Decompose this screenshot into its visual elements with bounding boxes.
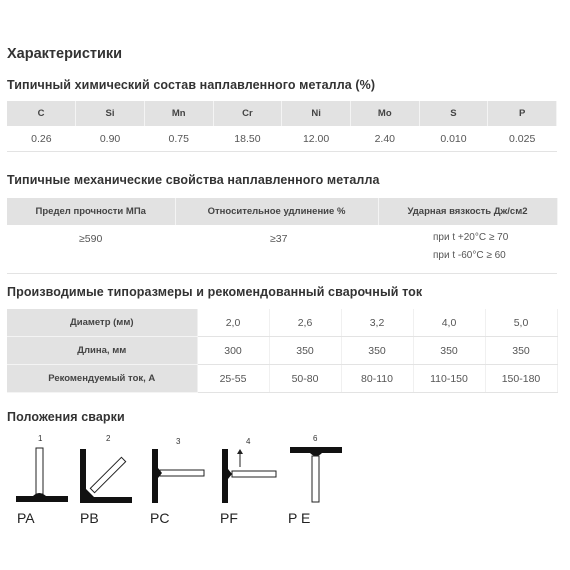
position-number-2: 2 bbox=[106, 434, 111, 443]
chemical-value-mn: 0.75 bbox=[144, 126, 213, 152]
mechanical-value-row bbox=[7, 225, 557, 274]
position-pf-icon bbox=[218, 443, 280, 505]
toughness-line-1: при t +20°C ≥ 70 bbox=[433, 232, 509, 243]
position-pb-icon bbox=[76, 443, 136, 505]
sizes-cell: 4,0 bbox=[413, 309, 485, 337]
sizes-cell: 2,6 bbox=[269, 309, 341, 337]
position-code-pe: P E bbox=[288, 510, 311, 526]
position-code-pb: PB bbox=[80, 510, 99, 526]
chemical-header-ni: Ni bbox=[282, 101, 351, 126]
position-code-pf: PF bbox=[220, 510, 238, 526]
chemical-value-si: 0.90 bbox=[76, 126, 145, 152]
position-code-pc: PC bbox=[150, 510, 170, 526]
sizes-cell: 5,0 bbox=[485, 309, 557, 337]
sizes-table bbox=[7, 309, 558, 393]
sizes-label-current: Рекомендуемый ток, А bbox=[7, 365, 197, 393]
chemical-header-c: C bbox=[7, 101, 76, 126]
sizes-cell: 50-80 bbox=[269, 365, 341, 393]
chemical-header-cr: Cr bbox=[213, 101, 282, 126]
sizes-cell: 110-150 bbox=[413, 365, 485, 393]
sizes-cell: 3,2 bbox=[341, 309, 413, 337]
position-number-4: 4 bbox=[246, 437, 251, 446]
chemical-value-ni: 12.00 bbox=[282, 126, 351, 152]
chemical-header-si: Si bbox=[76, 101, 145, 126]
chemical-value-p: 0.025 bbox=[488, 126, 557, 152]
chemical-header-p: P bbox=[488, 101, 557, 126]
chemical-value-cr: 18.50 bbox=[213, 126, 282, 152]
chemical-heading: Типичный химический состав наплавленного металла (%) bbox=[7, 78, 376, 92]
sizes-row-current bbox=[7, 365, 557, 393]
mechanical-toughness bbox=[378, 225, 557, 274]
sizes-cell: 350 bbox=[413, 337, 485, 365]
chemical-value-c: 0.26 bbox=[7, 126, 76, 152]
position-pc-icon bbox=[148, 443, 208, 505]
sizes-cell: 2,0 bbox=[197, 309, 269, 337]
chemical-value-s: 0.010 bbox=[419, 126, 488, 152]
sizes-label-diameter: Диаметр (мм) bbox=[7, 309, 197, 337]
position-number-1: 1 bbox=[38, 434, 43, 443]
sizes-cell: 350 bbox=[269, 337, 341, 365]
sizes-row-length bbox=[7, 337, 557, 365]
position-code-pa: PA bbox=[17, 510, 35, 526]
positions-heading: Положения сварки bbox=[7, 410, 125, 424]
sizes-heading: Производимые типоразмеры и рекомендованный сварочный ток bbox=[7, 285, 423, 299]
sizes-cell: 25-55 bbox=[197, 365, 269, 393]
page-title: Характеристики bbox=[7, 46, 123, 62]
chemical-header-row bbox=[7, 101, 557, 126]
mechanical-header-toughness: Ударная вязкость Дж/см2 bbox=[378, 198, 557, 225]
chemical-value-row bbox=[7, 126, 557, 152]
position-pa-icon bbox=[14, 443, 74, 505]
sizes-cell: 300 bbox=[197, 337, 269, 365]
chemical-header-mn: Mn bbox=[144, 101, 213, 126]
mechanical-header-row bbox=[7, 198, 557, 225]
chemical-table bbox=[7, 101, 557, 152]
mechanical-elongation: ≥37 bbox=[175, 225, 378, 274]
mechanical-table bbox=[7, 198, 558, 274]
sizes-label-length: Длина, мм bbox=[7, 337, 197, 365]
chemical-value-mo: 2.40 bbox=[350, 126, 419, 152]
mechanical-header-strength: Предел прочности МПа bbox=[7, 198, 175, 225]
mechanical-heading: Типичные механические свойства наплавленного металла bbox=[7, 173, 380, 187]
toughness-line-2: при t -60°C ≥ 60 bbox=[433, 250, 506, 261]
position-number-6: 6 bbox=[313, 434, 318, 443]
sizes-cell: 150-180 bbox=[485, 365, 557, 393]
chemical-header-s: S bbox=[419, 101, 488, 126]
position-number-3: 3 bbox=[176, 437, 181, 446]
sizes-cell: 350 bbox=[485, 337, 557, 365]
chemical-header-mo: Mo bbox=[350, 101, 419, 126]
sizes-row-diameter bbox=[7, 309, 557, 337]
mechanical-header-elongation: Относительное удлинение % bbox=[175, 198, 378, 225]
sizes-cell: 80-110 bbox=[341, 365, 413, 393]
mechanical-strength: ≥590 bbox=[7, 225, 175, 274]
position-pe-icon bbox=[288, 443, 348, 505]
sizes-cell: 350 bbox=[341, 337, 413, 365]
